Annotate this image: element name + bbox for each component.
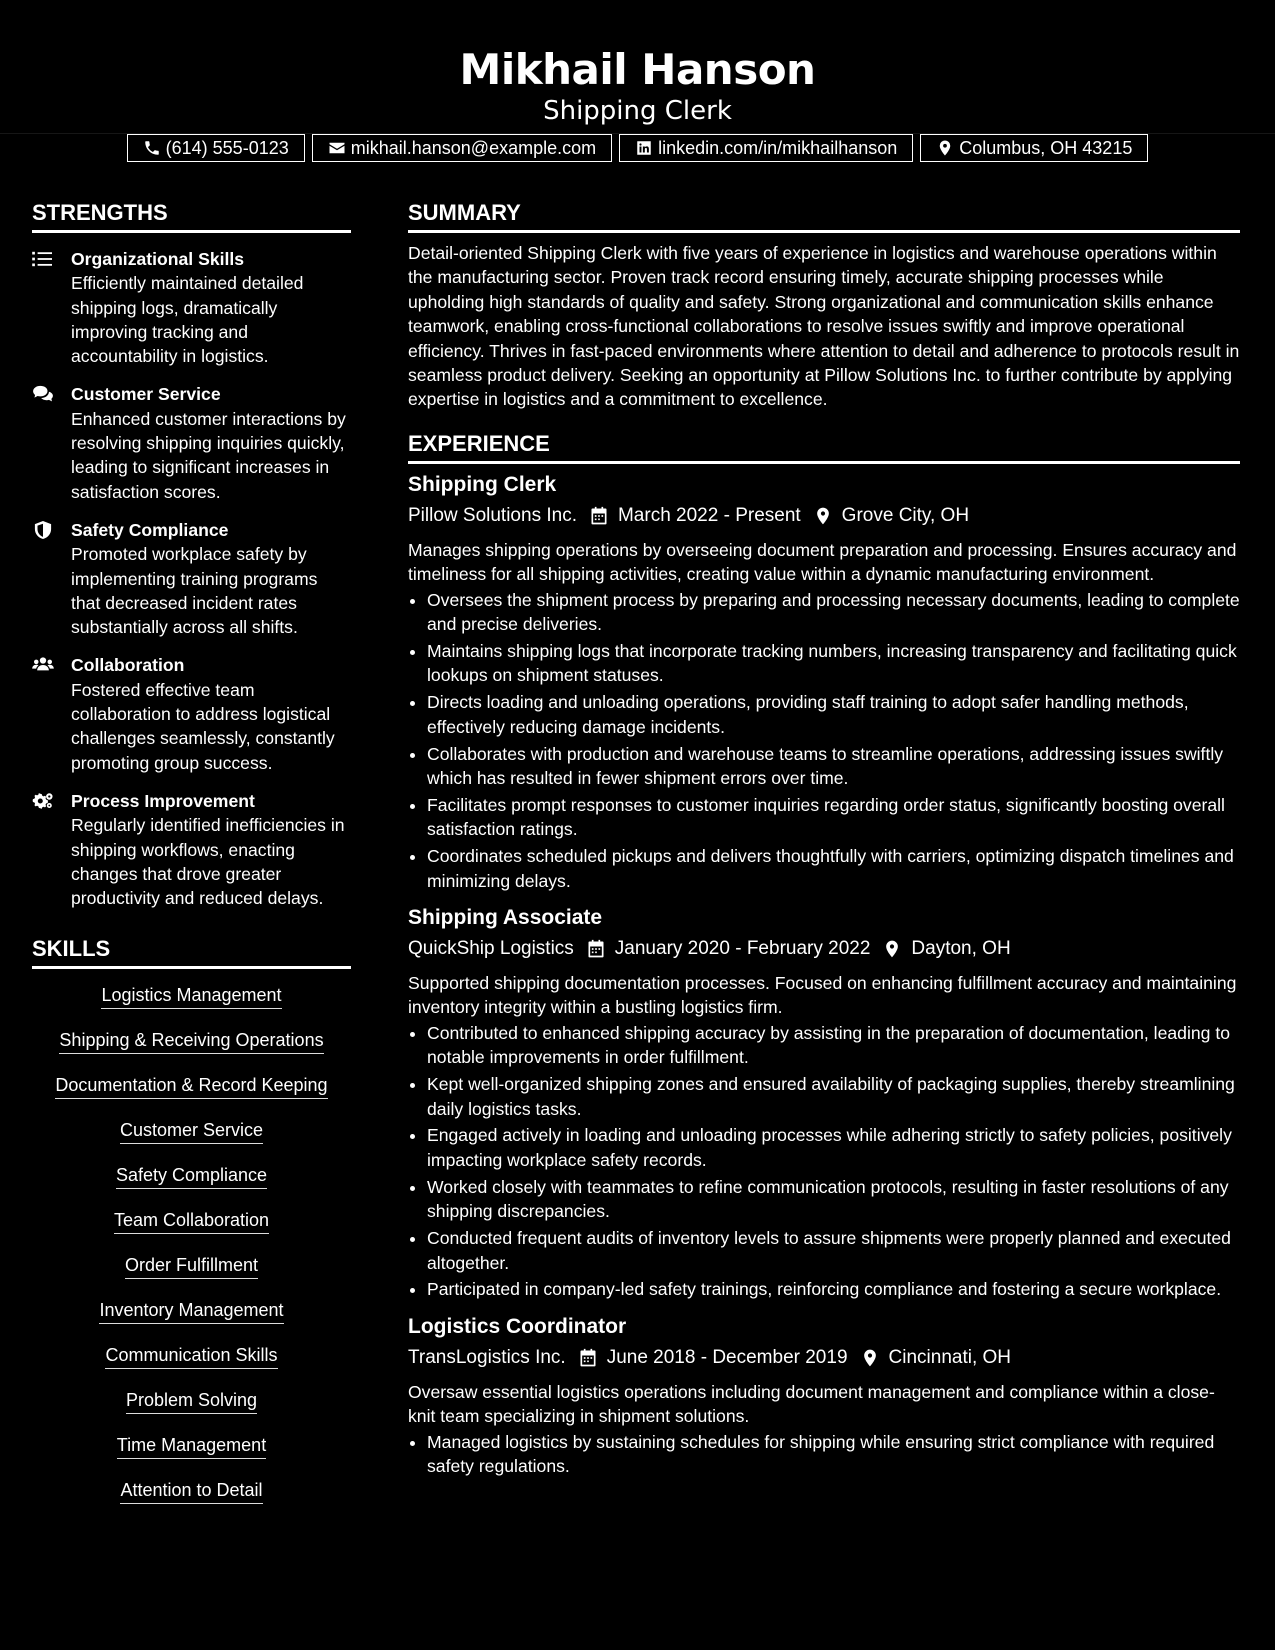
strength-text: Fostered effective team collaboration to address logistical challenges seamlessly, constantly promoting group success. [71,679,335,773]
job-company: Pillow Solutions Inc. [408,504,577,526]
list-icon [32,250,54,268]
skills-list [32,983,351,1523]
job-bullet: • Coordinates scheduled pickups and delivers thoughtfully with carriers, optimizing dispatch timelines and minimizing delays. [427,844,1240,893]
map-pin-icon [860,1348,880,1368]
job-bullet: • Engaged actively in loading and unloading processes while adhering strictly to safety policies, positively impacting workplace safety records. [427,1123,1240,1172]
contact-linkedin[interactable] [619,134,913,162]
job-title: Logistics Coordinator [408,1314,627,1338]
job-bullet: • Participated in company-led safety trainings, reinforcing compliance and fostering a secure workplace. [427,1277,1240,1301]
job-location: Cincinnati, OH [888,1346,1012,1368]
shield-icon [32,521,54,539]
job-bullet: • Kept well-organized shipping zones and ensured availability of packaging supplies, thereby streamlining daily logistics tasks. [427,1072,1240,1121]
contact-linkedin-text: linkedin.com/in/mikhailhanson [658,137,898,158]
users-icon [32,656,54,674]
job-bullet: • Contributed to enhanced shipping accuracy by assisting in the preparation of documentation, leading to notable improvements in order fulfillment. [427,1021,1240,1070]
strength-text: Promoted workplace safety by implementing training programs that decreased incident rates substantially across all shifts. [71,544,318,638]
job-bullet: • Conducted frequent audits of inventory levels to assure shipments were properly planned and executed altogether. [427,1226,1240,1275]
job-bullet: • Directs loading and unloading operations, providing staff training to adopt safer handling methods, effectively reducing damage incidents. [427,690,1240,739]
job-meta [408,935,1240,963]
phone-icon [143,139,161,157]
calendar-icon [578,1348,598,1368]
contact-email[interactable] [312,134,612,162]
experience-entry [408,471,1240,893]
strength-title: Safety Compliance [71,519,229,540]
strength-text: Efficiently maintained detailed shipping logs, dramatically improving tracking and accountability in logistics. [71,273,304,367]
linkedin-icon [635,139,653,157]
strengths-heading: STRENGTHS [32,198,351,233]
right-column [408,198,1240,1481]
job-bullet: • Maintains shipping logs that incorporate tracking numbers, increasing transparency and facilitating quick lookups on shipment statuses. [427,639,1240,688]
job-description: Manages shipping operations by overseeing document preparation and processing. Ensures accuracy and timeliness for all shipping activities, creating value within a dynamic manufacturing environment. [408,539,1237,585]
strength-text: Enhanced customer interactions by resolving shipping inquiries quickly, leading to significant increases in satisfaction scores. [71,408,346,502]
gears-icon [32,792,54,810]
skill-tag: Shipping & Receiving Operations [59,1028,323,1054]
job-description: Oversaw essential logistics operations including document management and compliance within a close-knit team specializing in shipment solutions. [408,1381,1215,1427]
strength-title: Collaboration [71,655,185,676]
experience-heading: EXPERIENCE [408,429,1240,464]
candidate-name: Mikhail Hanson [459,45,816,94]
skill-tag: Communication Skills [105,1343,277,1369]
job-dates: March 2022 - Present [617,504,801,526]
job-dates: June 2018 - December 2019 [606,1346,848,1368]
candidate-title: Shipping Clerk [543,96,732,126]
job-bullet: • Managed logistics by sustaining schedules for shipping while ensuring strict compliance with required safety regulations. [427,1430,1240,1479]
job-meta [408,502,1240,530]
contact-location[interactable] [920,134,1148,162]
job-bullet: • Oversees the shipment process by preparing and processing necessary documents, leading to complete and precise deliveries. [427,588,1240,637]
strength-text: Regularly identified inefficiencies in shipping workflows, enacting changes that drove greater productivity and reduced delays. [71,815,345,909]
job-meta [408,1344,1240,1372]
skill-tag: Inventory Management [99,1298,283,1324]
skill-tag: Customer Service [120,1118,263,1144]
job-bullets [408,1430,1240,1479]
skill-tag: Documentation & Record Keeping [55,1073,327,1099]
job-bullets [408,588,1240,893]
strength-item [32,789,351,910]
calendar-icon [589,506,609,526]
left-column [32,198,351,1523]
job-title: Shipping Associate [408,906,603,930]
map-pin-icon [882,939,902,959]
job-bullet: • Collaborates with production and warehouse teams to streamline operations, addressing issues swiftly which has resulted in fewer shipment errors over time. [427,742,1240,791]
job-bullets [408,1021,1240,1302]
skill-tag: Attention to Detail [120,1478,262,1504]
skill-tag: Logistics Management [101,983,281,1009]
skill-tag: Time Management [117,1433,266,1459]
resume-header [0,0,1275,158]
skills-heading: SKILLS [32,934,351,969]
contact-phone-text: (614) 555-0123 [165,137,289,158]
summary-text: Detail-oriented Shipping Clerk with five years of experience in logistics and warehouse operations within the manufacturing sector. Proven track record ensuring timely, accurate shipping processes while upholding high standards of quality and safety. Strong organizational and communication skills enhance teamwork, enabling cross-functional collaborations to resolve issues swiftly and improve operational efficiency. Thrives in fast-paced environments where attention to detail and adherence to protocols result in seamless product delivery. Seeking an opportunity at Pillow Solutions Inc. to further contribute by applying expertise in logistics and a commitment to excellence. [408,243,1240,410]
comments-icon [32,385,54,403]
job-company: QuickShip Logistics [408,938,574,960]
skill-tag: Order Fulfillment [125,1253,258,1279]
job-location: Dayton, OH [911,938,1011,960]
job-dates: January 2020 - February 2022 [614,938,871,960]
strength-item [32,518,351,639]
map-pin-icon [813,506,833,526]
experience-entry [408,1313,1240,1479]
contact-email-text: mikhail.hanson@example.com [350,137,597,158]
summary-heading: SUMMARY [408,198,1240,233]
experience-entry [408,904,1240,1302]
job-bullet: • Worked closely with teammates to refine communication protocols, resulting in faster resolutions of any shipping discrepancies. [427,1175,1240,1224]
strength-item [32,653,351,774]
job-title: Shipping Clerk [408,472,557,496]
strength-item [32,382,351,503]
skill-tag: Team Collaboration [114,1208,269,1234]
skill-tag: Problem Solving [126,1388,257,1414]
calendar-icon [586,939,606,959]
contact-phone[interactable] [127,134,305,162]
contact-bar [0,134,1275,162]
strength-title: Customer Service [71,384,221,405]
job-location: Grove City, OH [841,504,970,526]
strength-title: Organizational Skills [71,249,245,269]
envelope-icon [328,139,346,157]
job-bullet: • Facilitates prompt responses to customer inquiries regarding order status, significantly boosting overall satisfaction ratings. [427,793,1240,842]
contact-location-text: Columbus, OH 43215 [959,137,1133,158]
skill-tag: Safety Compliance [116,1163,267,1189]
strength-item [32,247,351,368]
strength-title: Process Improvement [71,790,255,811]
job-company: TransLogistics Inc. [408,1346,566,1368]
job-description: Supported shipping documentation processes. Focused on enhancing fulfillment accuracy and maintaining inventory integrity within a bustling logistics firm. [408,973,1237,1018]
map-pin-icon [936,139,954,157]
